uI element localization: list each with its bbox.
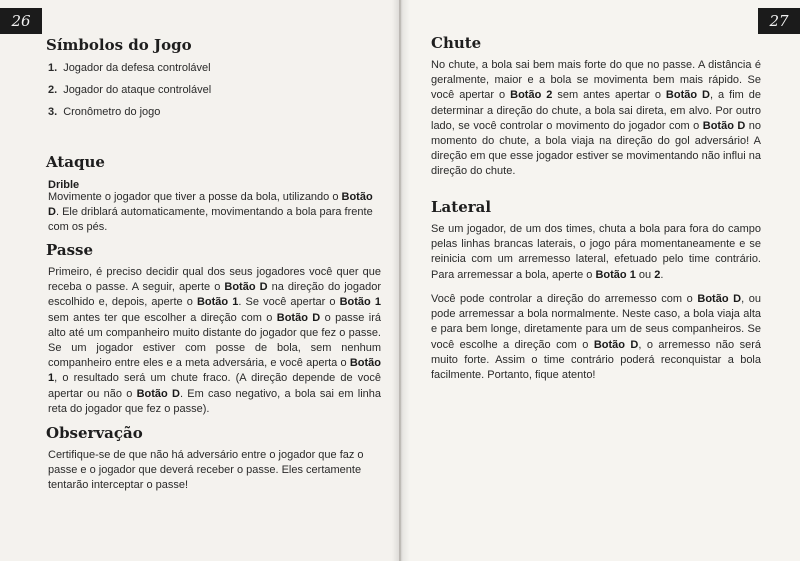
list-item: 1. Jogador da defesa controlável [48, 62, 211, 74]
lateral-title: Lateral [431, 198, 492, 216]
ataque-title: Ataque [46, 153, 105, 171]
drible-title: Drible [48, 179, 80, 191]
right-page [401, 0, 800, 561]
page-number-right: 27 [758, 8, 800, 34]
lateral-paragraph-1: Se um jogador, de um dos times, chuta a bola para fora do campo pelas linhas brancas laterais, o jogo pára momentaneamente e se reinicia com um arremesso lateral, efetuado pelo time contrário. Para arremessar a bola, aperte o Botão 1 ou 2. [431, 223, 761, 281]
passe-paragraph: Primeiro, é preciso decidir qual dos seus jogadores você quer que receba o passe. A seguir, aperte o Botão D na direção do jogador escolhido e, depois, aperte o Botão 1. Se você apertar o Botão 1 sem antes ter que escolher a direção com o Botão D o passe irá alto até um companheiro muito distante do jogador que fez o passe. Se um jogador estiver com posse de bola, sem nenhum companheiro entre eles e a meta adversária, e você aperta o Botão 1, o resultado será um chute fraco. (A direção depende de você apertar ou não o Botão D. Em caso negativo, a bola sai em linha reta do jogador que fez o passe). [48, 266, 381, 415]
chute-paragraph: No chute, a bola sai bem mais forte do que no passe. A distância é geralmente, maior e a bola se movimenta bem mais rápido. Se você apertar o Botão 2 sem antes apertar o Botão D, a fim de determinar a direção do chute, a bola sai direta, em alvo. Por outro lado, se você controlar o movimento do jogador com o Botão D no momento do chute, a bola viaja na direção do gol adversário! A direção em que esse jogador estiver se movimentando não influi na direção do chute. [431, 59, 762, 178]
observacao-title: Observação [46, 424, 143, 442]
observacao-paragraph: Certifique-se de que não há adversário entre o jogador que faz o passe e o jogador que deverá receber o passe. Eles certamente tentarão interceptar o passe! [48, 449, 364, 492]
page-number-left: 26 [0, 8, 42, 34]
passe-title: Passe [46, 241, 94, 259]
list-item: 2. Jogador do ataque controlável [48, 84, 212, 96]
book-gutter [392, 0, 410, 561]
simbolos-title: Símbolos do Jogo [46, 36, 192, 54]
lateral-paragraph-2: Você pode controlar a direção do arremesso com o Botão D, ou pode arremessar a bola normalmente. Neste caso, a bola viaja alta e para bem longe, diretamente para um de seus companheiros. Se você escolhe a direção com o Botão D, o arremesso não será muito forte. Assim o time contrário poderá reconquistar a bola facilmente. Portanto, fique atento! [431, 293, 761, 382]
chute-title: Chute [431, 34, 482, 52]
list-item: 3. Cronômetro do jogo [48, 106, 161, 118]
drible-paragraph: Movimente o jogador que tiver a posse da bola, utilizando o Botão D. Ele driblará automaticamente, movimentando a bola para frente com os pés. [48, 191, 373, 234]
simbolos-list [48, 57, 211, 123]
